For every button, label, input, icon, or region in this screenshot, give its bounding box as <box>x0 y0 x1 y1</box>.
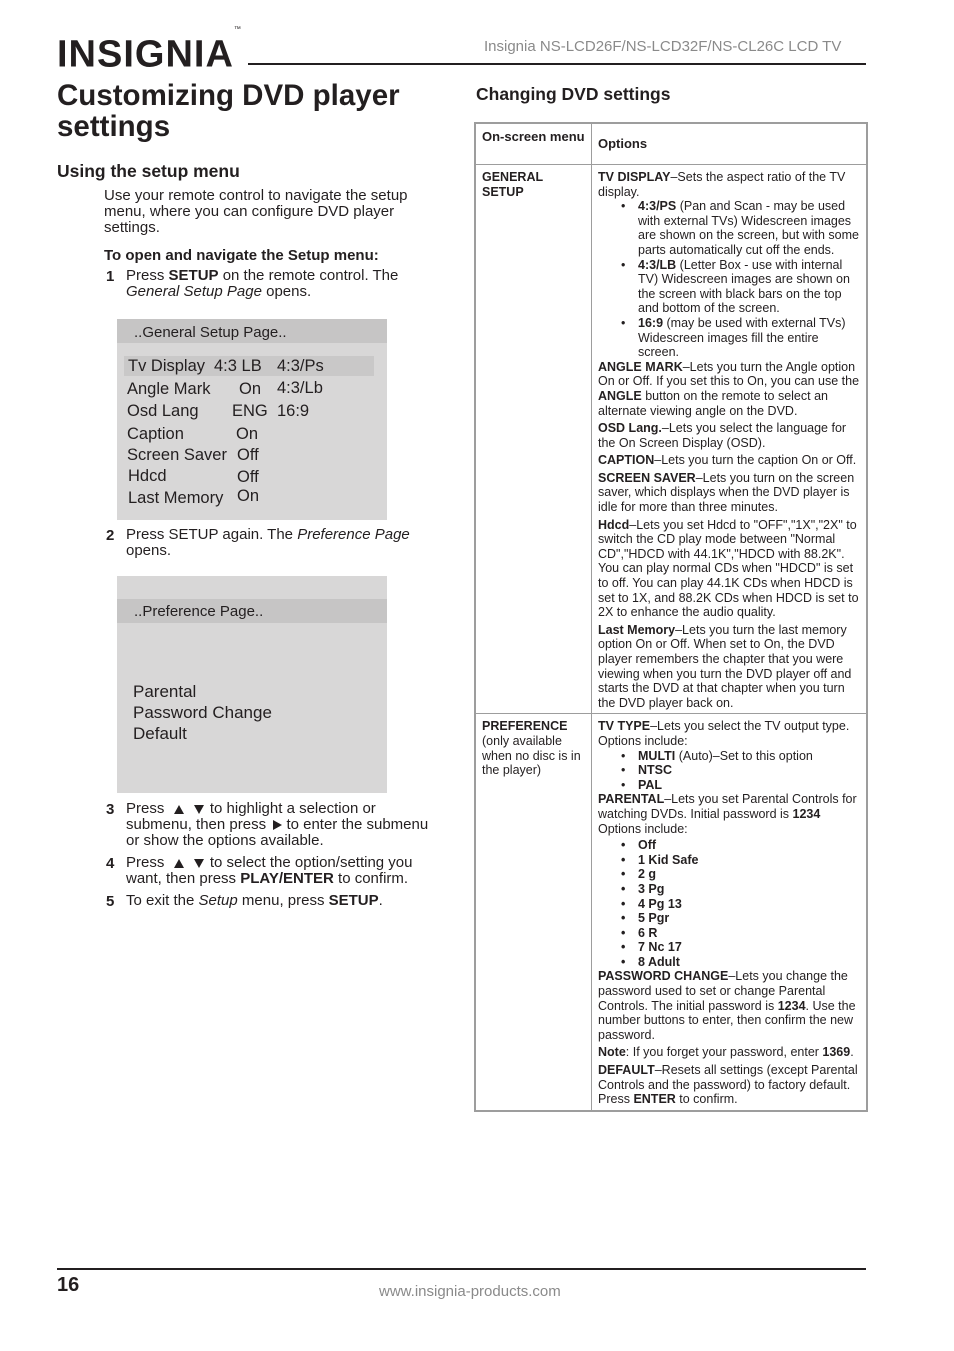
header-rule <box>248 63 866 65</box>
table-row <box>475 165 867 714</box>
step-number: 5 <box>106 893 115 910</box>
option-value: 4:3/Lb <box>277 379 323 397</box>
up-arrow-icon <box>174 805 184 814</box>
setting-value: 4:3 LB <box>214 357 262 375</box>
table-header-row <box>475 123 867 165</box>
setting-label: Tv Display <box>128 357 206 375</box>
down-arrow-icon <box>194 805 204 814</box>
step-5-text: To exit the Setup menu, press SETUP. <box>126 892 383 909</box>
list-item: • 6 R <box>638 926 861 941</box>
list-item: • 16:9 (may be used with external TVs) Widescreen images fill the entire screen. <box>638 316 861 360</box>
dvd-settings-table <box>474 122 868 1112</box>
list-item: • NTSC <box>638 763 861 778</box>
preference-title: ..Preference Page.. <box>117 599 387 623</box>
setting-value: Off <box>237 446 259 464</box>
right-arrow-icon <box>273 820 282 830</box>
setup-heading: Using the setup menu <box>57 161 240 181</box>
column-header-options: Options <box>592 123 868 165</box>
preference-item: Password Change <box>133 703 272 722</box>
menu-cell <box>475 714 592 1111</box>
list-item: • 2 g <box>638 867 861 882</box>
footer-url: www.insignia-products.com <box>379 1283 561 1300</box>
list-item: • 4 Pg 13 <box>638 897 861 912</box>
list-item: • 4:3/PS (Pan and Scan - may be used with external TVs) Widescreen images are shown on the screen, but with some parts automatically cut off the ends. <box>638 199 861 257</box>
setting-value: On <box>236 425 259 443</box>
preference-item: Parental <box>133 682 197 701</box>
preference-note: (only available when no disc is in the player) <box>482 733 581 778</box>
up-arrow-icon <box>174 859 184 868</box>
page-title: Customizing DVD player settings <box>57 79 400 143</box>
footer-rule <box>57 1268 866 1270</box>
list-item: • Off <box>638 838 861 853</box>
doc-title: Insignia NS-LCD26F/NS-LCD32F/NS-CL26C LCD TV <box>484 38 842 55</box>
setting-value: ENG <box>232 402 268 420</box>
general-setup-screen <box>117 319 387 520</box>
column-header-menu: On-screen menu <box>475 123 592 165</box>
preference-screen <box>117 576 387 793</box>
list-item: • 5 Pgr <box>638 911 861 926</box>
setting-value: On <box>237 487 260 505</box>
step-number: 4 <box>106 855 115 872</box>
setting-value: Off <box>237 468 259 486</box>
general-setup-title: ..General Setup Page.. <box>117 319 387 343</box>
page-number: 16 <box>57 1274 80 1296</box>
menu-preference: PREFERENCE <box>482 719 568 734</box>
step-number: 1 <box>106 268 115 285</box>
step-1-text: Press SETUP on the remote control. The General Setup Page opens. <box>126 267 399 300</box>
options-cell: TV DISPLAY–Sets the aspect ratio of the TV display. • 4:3/PS (Pan and Scan - may be used with external TVs) Widescreen images are shown on the screen, but with some parts automatically cut off the ends. • 4:3/LB (Letter Box - use with internal TV) Widescreen images are shown on the screen with black bars on the top and bottom of the screen. • 16:9 (may be used with external TVs) Widescreen images fill the entire screen. ANGLE MARK–Lets you turn the Angle option On or Off. If you set this to On, you can use the ANGLE button on the remote to select an alternate viewing angle on the DVD. OSD Lang.–Lets you select the language for the On Screen Display (OSD). CAPTION–Lets you turn the caption On or Off. SCREEN SAVER–Lets you turn on the screen saver, which displays when the DVD player is idle for more than three minutes. Hdcd–Lets you set Hdcd to "OFF","1X","2X" to switch the CD play mode between "Normal CD","HDCD with 44.1K","HDCD with 88.2K". You can play normal CDs when "HDCD" is set to off. You can play 44.1K CDs when HDCD is set to 1X, and 88.2K CDs when HDCD is set to 2X to enhance the audio quality. Last Memory–Lets you turn the last memory option On or Off. When set to On, the DVD player remembers the chapter that you were viewing when you turn the DVD player off and starts the DVD at that chapter when you turn the DVD player back on. <box>592 165 868 714</box>
step-4-text: Press to select the option/setting you want, then press PLAY/ENTER to confirm. <box>126 854 413 887</box>
list-item: • 3 Pg <box>638 882 861 897</box>
down-arrow-icon <box>194 859 204 868</box>
list-item: • 7 Nc 17 <box>638 940 861 955</box>
step-number: 2 <box>106 527 115 544</box>
step-number: 3 <box>106 801 115 818</box>
option-value: 4:3/Ps <box>277 357 324 375</box>
list-item: • PAL <box>638 778 861 793</box>
parental-options <box>598 838 861 969</box>
setting-value: On <box>239 380 262 398</box>
insignia-logo: INSIGNIA™ <box>57 26 242 76</box>
setting-label: Angle Mark <box>127 380 211 398</box>
tv-type-options <box>598 749 861 793</box>
setting-label: Caption <box>127 425 184 443</box>
menu-general-setup: GENERAL SETUP <box>482 170 543 199</box>
setting-label: Hdcd <box>128 467 167 485</box>
list-item: • 1 Kid Safe <box>638 853 861 868</box>
setup-intro: Use your remote control to navigate the setup menu, where you can configure DVD player settings. <box>104 187 408 236</box>
setup-subheading: To open and navigate the Setup menu: <box>104 247 379 264</box>
list-item: • 8 Adult <box>638 955 861 970</box>
tv-display-options <box>598 199 861 360</box>
dvd-settings-heading: Changing DVD settings <box>476 84 671 104</box>
table-row <box>475 714 867 1111</box>
step-2-text: Press SETUP again. The Preference Page opens. <box>126 526 410 559</box>
options-cell: TV TYPE–Lets you select the TV output type. Options include: • MULTI (Auto)–Set to this option • NTSC • PAL PARENTAL–Lets you set Parental Controls for watching DVDs. Initial password is 1234 Options include: • Off • 1 Kid Safe • 2 g • 3 Pg • 4 Pg 13 • 5 Pgr • 6 R • 7 Nc 17 • 8 Adult PASSWORD CHANGE–Lets you change the password used to set or change Parental Controls. The initial password is 1234. Use the number buttons to enter, then confirm the new password. Note: If you forget your password, enter 1369. DEFAULT–Resets all settings (except Parental Controls and the password) to factory default. Press ENTER to confirm. <box>592 714 868 1111</box>
list-item: • MULTI (Auto)–Set to this option <box>638 749 861 764</box>
list-item: • 4:3/LB (Letter Box - use with internal TV) Widescreen images are shown on the screen with black bars on the top and bottom of the screen. <box>638 258 861 316</box>
setting-label: Screen Saver <box>127 446 227 464</box>
step-3-text: Press to highlight a selection or submenu, then press to enter the submenu or show the options available. <box>126 800 429 849</box>
option-value: 16:9 <box>277 402 310 420</box>
setting-label: Last Memory <box>128 489 224 507</box>
menu-cell <box>475 165 592 714</box>
setting-label: Osd Lang <box>127 402 199 420</box>
preference-item: Default <box>133 724 187 743</box>
